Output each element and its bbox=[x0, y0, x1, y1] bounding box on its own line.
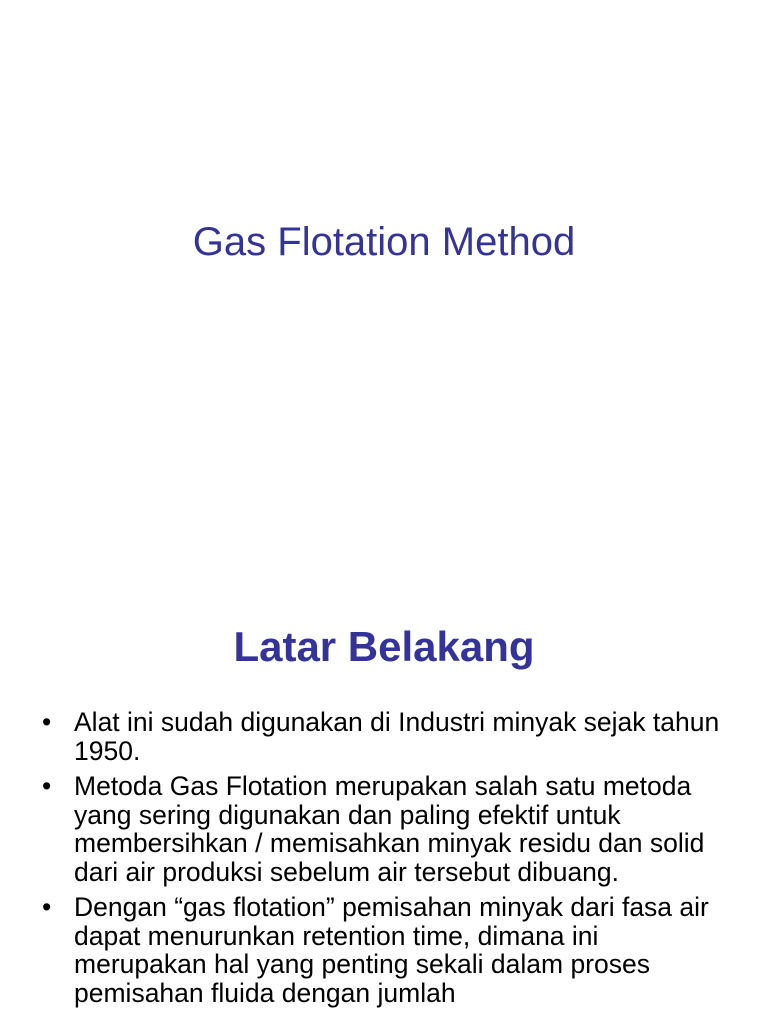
bullet-icon: • bbox=[42, 892, 52, 922]
slide-heading: Latar Belakang bbox=[233, 623, 535, 670]
bullet-text: Alat ini sudah digunakan di Industri minyak sejak tahun 1950. bbox=[74, 707, 720, 766]
slide-latar-belakang bbox=[0, 576, 768, 1024]
bullet-text: Dengan “gas flotation” pemisahan minyak dari fasa air dapat menurunkan retention time, dimana ini merupakan hal yang penting sekali dalam proses pemisahan fluida dengan jumlah bbox=[74, 892, 709, 1008]
bullet-icon: • bbox=[42, 707, 52, 737]
bullet-icon: • bbox=[42, 771, 52, 801]
bullet-list bbox=[40, 708, 730, 1014]
bullet-item bbox=[40, 772, 730, 886]
slide-title-heading: Gas Flotation Method bbox=[192, 220, 576, 264]
bullet-item bbox=[40, 708, 730, 765]
bullet-text: Metoda Gas Flotation merupakan salah satu metoda yang sering digunakan dan paling efektif untuk membersihkan / memisahkan minyak residu dan solid dari air produksi sebelum air tersebut dibuang. bbox=[74, 771, 705, 887]
bullet-item bbox=[40, 893, 730, 1007]
